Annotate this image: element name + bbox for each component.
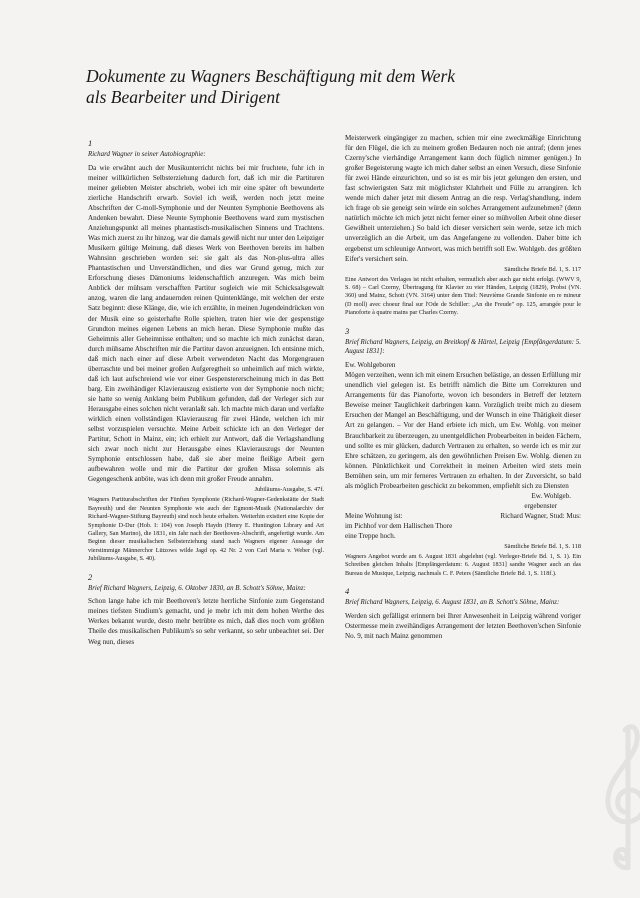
address-line-2: im Pichhof vor dem Hallischen Thore: [345, 521, 453, 530]
footnote-2: Eine Antwort des Verlages ist nicht erhalten, vermutlich aber auch gar nicht erfolgt. (WWV 9, S. 68) – Carl Czerny, Übertragung für Klavier zu vier Händen, Leipzig (1829), Probst (VN. 360) und Mainz, Schott (VN. 3164) unter dem Titel: Neuvième Grande Sinfonie en re mineur (D moll) avec choeur final sur l'Ode de Schiller: „An die Freude" op. 125, arrangée pour le Pianoforte à quatre mains par Charles Czerny.: [345, 276, 581, 317]
address-line-3: eine Treppe hoch.: [345, 531, 396, 540]
closing-line-1: Ew. Wohlgeb.: [531, 491, 571, 500]
title-line-2: als Bearbeiter und Dirigent: [86, 87, 280, 107]
left-column: [88, 138, 324, 647]
document-number-1: 1: [88, 138, 93, 148]
document-body-1: Da wie erwähnt auch der Musikunterricht nichts bei mir fruchtete, fuhr ich in meiner willkürlichen Selbsterziehung dadurch fort, daß ich mir die Partituren meiner geliebten Meister abschrieb, wobei ich mir eine später oft bewunderte zierliche Handschrift erwarb. Soviel ich weiß, werden noch jetzt meine Abschriften der C-moll-Symphonie und der Neunten Symphonie Beethovens als Andenken bewahrt. Diese Neunte Symphonie Beethovens ward zum mystischen Anziehungspunkt all meines phantastisch-musikalischen Sinnens und Trachtens. Was mich zuerst zu ihr hinzog, war die damals gewiß nicht nur unter den Leipziger Musikern gültige Meinung, daß dieses Werk von Beethoven bereits im halben Wahnsinn geschrieben worden sei: sie galt als das Non-plus-ultra alles Phantastischen und Unverständlichen, und dies war Grund genug, mich zur Erforschung dieses Dämoniums leidenschaftlich anzuregen. Was mich beim Anblick der mühsam verschafften Partitur sogleich wie mit Schicksalsgewalt anzog, waren die lang andauernden reinen Quintenklänge, mit welchen der erste Satz beginnt: diese Klänge, die, wie ich erzählte, in meinen Jugendeindrücken von der Musik eine so geisterhafte Rolle spielten, traten hier wie der gespenstige Grundton meines eigenen Lebens an mich heran. Diese Symphonie mußte das Geheimnis aller Geheimnisse enthalten; und so machte ich mich zunächst daran, durch mühsame Abschriften mir die Partitur davon anzueignen. Ich entsinne mich, daß mich nach einer auf diese Arbeit verwendeten Nacht das Morgengrauen überraschte und bei meiner großen Aufgeregtheit so unheimlich auf mich wirkte, daß ich laut aufschreiend wie vor einer Gespenstererscheinung mich in das Bett barg. Ein zweihändiger Klavierauszug existierte von der Symphonie noch nicht; sie hatte so wenig Anklang beim Publikum gefunden, daß der Verleger sich zur Herausgabe eines solchen nicht veranlaßt sah. Ich machte mich daran und verfaßte wirklich einen vollständigen Klavierauszug für zwei Hände, welchen ich mir selbst vorzuspielen versuchte. Meine Arbeit schickte ich an den Verleger der Partitur, Schott in Mainz, ein; ich erhielt zur Antwort, daß die Verlagshandlung sich zwar noch nicht zur Herausgabe eines Klavierauszugs der Neunten Symphonie entschlossen habe, daß sie aber meine fleißige Arbeit gern aufbewahren wolle und mir die Partitur der großen Missa solemnis als Gegengeschenk anböte, was ich denn mit großer Freude annahm.: [88, 163, 325, 484]
right-column: [345, 133, 581, 641]
document-number-4: 4: [345, 586, 350, 597]
citation-2: Sämtliche Briefe Bd. 1, S. 117: [504, 265, 581, 273]
address-signature-row: [345, 511, 581, 521]
document-body-4: Werden sich gefälligst erinnern bei Ihrer Anwesenheit in Leipzig während voriger Ostermesse mein zweihändiges Arrangement der letzten Beethoven'schen Sinfonie No. 9, mit nach Mainz genommen: [345, 611, 581, 640]
document-heading-4: Brief Richard Wagners, Leipzig, 6. August 1831, an B. Schott's Söhne, Mainz:: [345, 599, 560, 607]
salutation-3: Ew. Wohlgeboren: [345, 361, 396, 370]
citation-3: Sämtliche Briefe Bd. 1, S. 118: [504, 542, 581, 550]
signature: Richard Wagner, Stud: Mus:: [500, 511, 581, 520]
closing-line-2: ergebenster: [524, 501, 557, 510]
document-heading-1: Richard Wagner in seiner Autobiographie:: [88, 151, 206, 158]
page-title: [86, 66, 566, 108]
document-body-2-continued: Meisterwerk eingängiger zu machen, schien mir eine zweckmäßige Einrichtung für den Flügel, die ich zu meinem großen Bedauren noch nie antraf; (denn jenes Czerny'sche vierhändige Arrangement kann doch füglich nimmer genügen.) In großer Begeisterung wagte ich mich daher selbst an einen Versuch, diese Sinfonie für zwei Hände einzurichten, und so ist es mir bis jetzt gelungen den ersten, und fast schwierigsten Satz mit möglichster Klahrheit und Fülle zu arrangiren. Ich wende mich daher jetzt mit diesem Antrag an die resp. Verlag'shandlung, indem ich frage ob sie geneigt sein würde ein solches Arrangement aufzunehmen? (denn natürlich möchte ich mich jetzt nicht ferner einer so mühvollen Arbeit ohne dieser Gewißheit unterziehen.) So bald ich dieser versichert sein werde, setze ich mich unverzüglich an die Arbeit, um das Angefangene zu vollenden. Daher bitte ich ergebenst um schleunige Antwort, was mich betrifft soll Ew. Wohlgeb. des größten Eifer's versichert sein.: [345, 134, 581, 263]
treble-clef-icon: [590, 720, 640, 870]
document-heading-3: Brief Richard Wagners, Leipzig, an Breitkopf & Härtel, Leipzig [Empfängerdatum: 5. August 1831]:: [345, 338, 581, 356]
citation-1: Jubiläums-Ausgabe, S. 47f.: [254, 486, 324, 494]
document-number-3: 3: [345, 325, 350, 336]
document-body-3: Mögen verzeihen, wenn ich mit einem Ersuchen belästige, an dessen Erfüllung mir unendlich viel gelegen ist. Es betrifft nämlich die Bitte um Correkturen und Arrangements für das Pianoforte, wovon ich besonders in Betreff der letztern Beweise meiner Tauglichkeit darbringen kann. Vorzüglich treibt mich zu diesem Ersuchen der Mangel an Beschäftigung, und der Wunsch in eine Thätigkeit dieser Art zu gelangen. – Vor der Hand erbiete ich mich, um Ew. Wohlg. von meiner Brauchbarkeit zu überzeugen, zu unentgeldlichen Probearbeiten in beiden Fächern, und sollte es mir glücken, dadurch Vertrauen zu erhalten, so werde ich es mir zur Ehre schätzen, zu geringern, als den gewöhnlichen Preisen Ew. Wohlg. dienen zu können. Pünktlichkeit und Correktheit in meinen Arbeiten wird stets mein Bemühen sein, um mir ferneres Vertrauen zu erhalten. In der Zuversicht, so bald als möglich Probearbeiten geschickt zu bekommen, empfiehlt sich zu Diensten: [345, 371, 581, 490]
document-heading-2: Brief Richard Wagners, Leipzig, 6. Oktober 1830, an B. Schott's Söhne, Mainz:: [88, 584, 306, 592]
document-number-2: 2: [88, 571, 93, 582]
address-line-1: Meine Wohnung ist:: [345, 511, 403, 520]
title-line-1: Dokumente zu Wagners Beschäftigung mit dem Werk: [86, 66, 456, 86]
document-body-2: Schon lange habe ich mir Beethoven's letzte herrliche Sinfonie zum Gegenstand meines tiefsten Studium's gemacht, und je mehr ich mit dem hohen Werthe des Werkes bekannt wurde, desto mehr betrübte es mich, daß dies noch vom größten Theile des musikalischen Publikum's so sehr verkannt, so sehr unbeachtet sei. Der Weg nun, dieses: [88, 597, 324, 646]
footnote-3: Wagners Angebot wurde am 6. August 1831 abgelehnt (vgl. Verleger-Briefe Bd. 1, S. 1). Ein Schreiben gleichen Inhalts [Empfängerdatum: 6. August 1831] sandte Wagner auch an das Bureau de Musique, Leipzig, nachmals C. F. Peters (Sämtliche Briefe Bd. 1, S. 118f.).: [345, 553, 581, 577]
footnote-1: Wagners Partiturabschriften der Fünften Symphonie (Richard-Wagner-Gedenkstätte der Stadt Bayreuth) und der Neunten Symphonie wie auch der Egmont-Musik (Nationalarchiv der Richard-Wagner-Stiftung Bayreuth) sind noch heute erhalten. Weiterhin existiert eine Kopie der Symphonie D-Dur (Hob. I: 104) von Joseph Haydn (Henry E. Huntington Library and Art Gallery, San Marino), die 1831, ein Jahr nach der Beethoven-Abschrift, angefertigt wurde. Am Beginn dieser musikalischen Selbsterziehung stand nach Wagners eigener Aussage der vierstimmige Männerchor Lützows wilde Jagd op. 42 Nr. 2 von Carl Maria v. Weber (vgl. Jubiläums-Ausgabe, S. 40).: [88, 497, 324, 563]
